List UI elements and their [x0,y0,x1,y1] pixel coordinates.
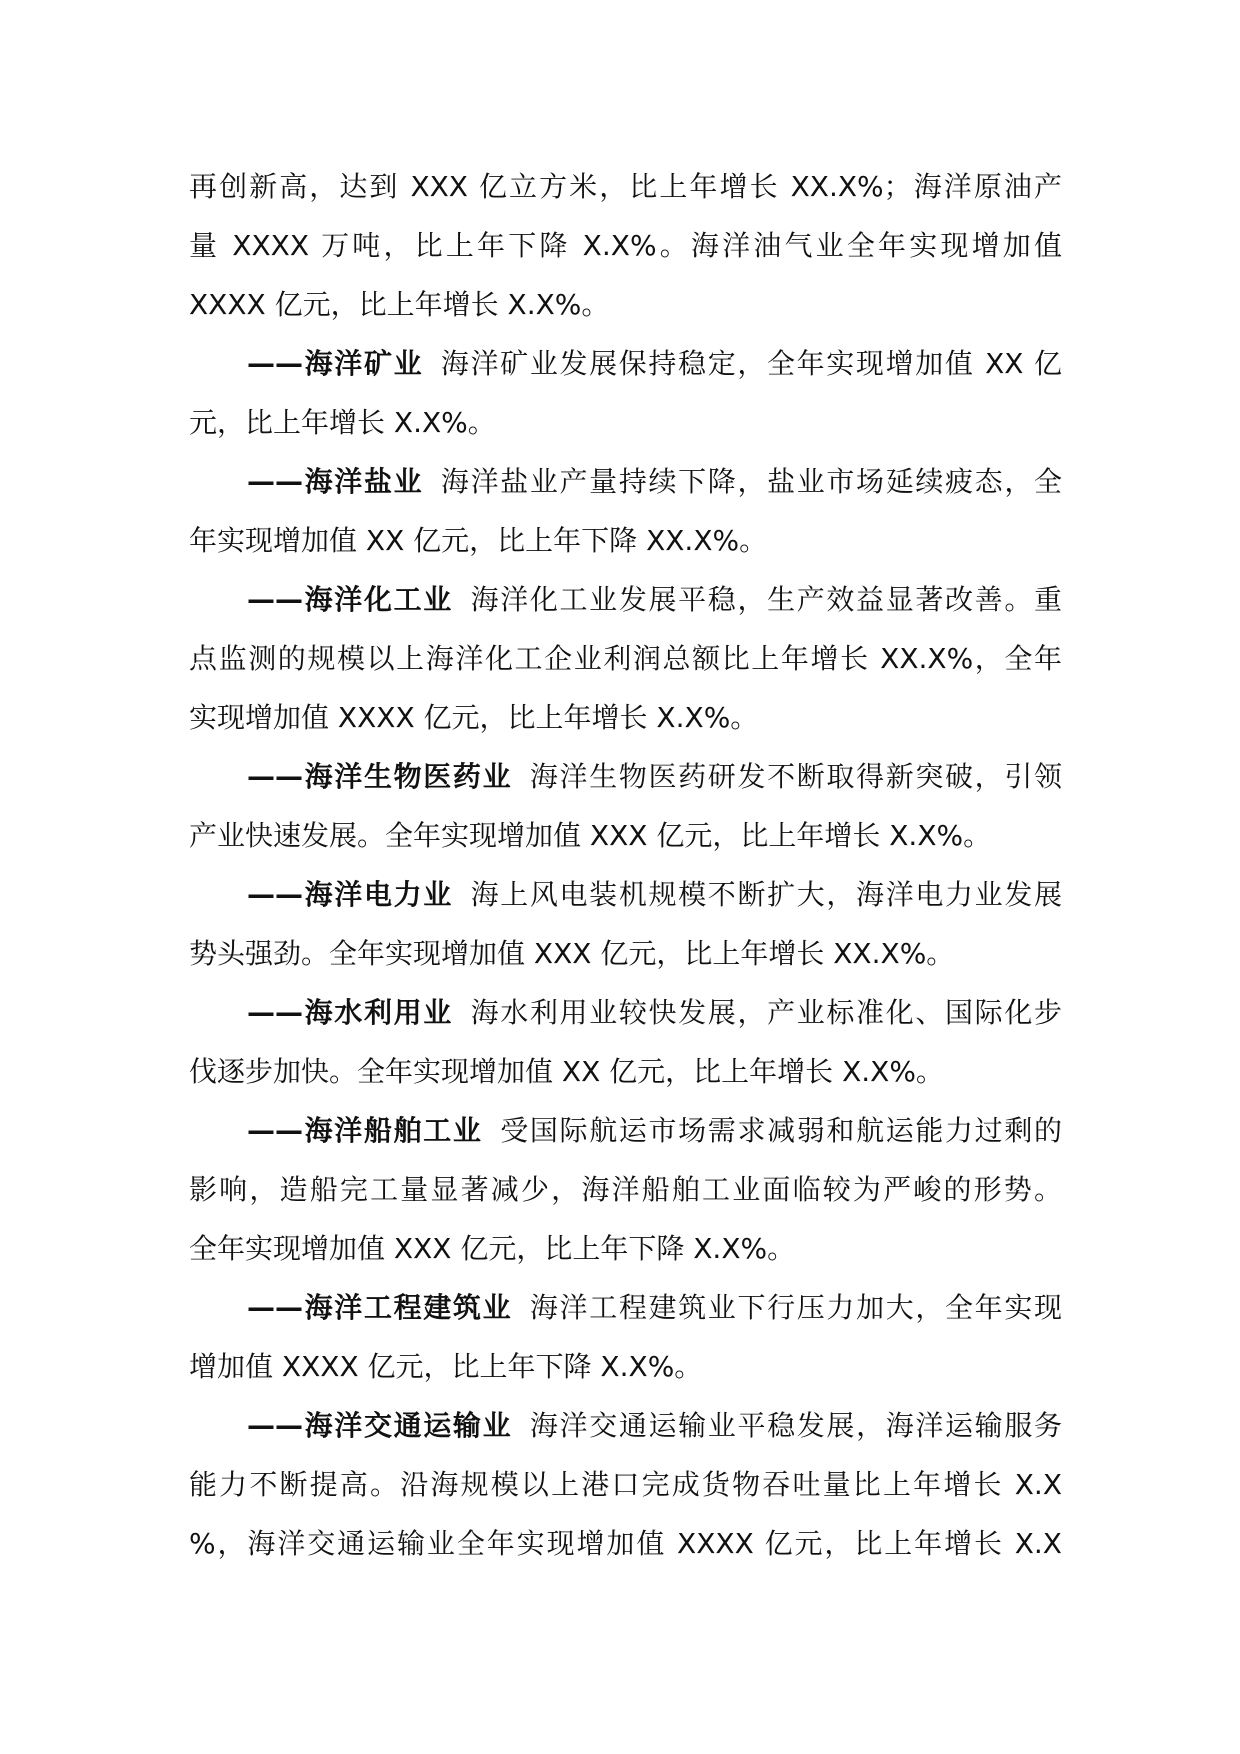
section-heading: ——海洋生物医药业 [247,760,513,793]
text-line: 实现增加值 XXXX 亿元，比上年增长 X.X%。 [189,701,759,734]
text-line [189,1278,1062,1337]
text-line: 产业快速发展。全年实现增加值 XXX 亿元，比上年增长 X.X%。 [189,819,992,852]
paragraph-marine-shipbuilding [189,1101,1062,1278]
line-text: 海洋工程建筑业下行压力加大，全年实现 [528,1291,1062,1324]
line-text: 海上风电装机规模不断扩大，海洋电力业发展 [468,878,1062,911]
text-line [189,1101,1062,1160]
text-line [189,334,1062,393]
line-text: 海洋生物医药研发不断取得新突破，引领 [528,760,1062,793]
line-text: 海洋交通运输业平稳发展，海洋运输服务 [528,1409,1062,1442]
section-heading: ——海洋电力业 [247,878,453,911]
text-line: 再创新高，达到 XXX 亿立方米，比上年增长 XX.X%；海洋原油产 [189,170,1062,203]
text-line [189,747,1062,806]
line-text: 受国际航运市场需求减弱和航运能力过剩的 [498,1114,1062,1147]
text-line: %，海洋交通运输业全年实现增加值 XXXX 亿元，比上年增长 X.X [189,1527,1062,1560]
paragraph-marine-biomedicine [189,747,1062,865]
text-line [189,1396,1062,1455]
text-line [189,570,1062,629]
text-line [189,983,1062,1042]
text-line: 年实现增加值 XX 亿元，比上年下降 XX.X%。 [189,524,768,557]
text-line: 势头强劲。全年实现增加值 XXX 亿元，比上年增长 XX.X%。 [189,937,955,970]
paragraph-marine-salt [189,452,1062,570]
section-heading: ——海洋船舶工业 [247,1114,483,1147]
paragraph-continuation [189,157,1062,334]
section-heading: ——海洋交通运输业 [247,1409,513,1442]
paragraph-marine-engineering [189,1278,1062,1396]
text-line: 量 XXXX 万吨，比上年下降 X.X%。海洋油气业全年实现增加值 [189,229,1062,262]
section-heading: ——海洋化工业 [247,583,453,616]
section-heading: ——海洋工程建筑业 [247,1291,513,1324]
text-line: 能力不断提高。沿海规模以上港口完成货物吞吐量比上年增长 X.X [189,1468,1062,1501]
section-heading: ——海洋矿业 [247,347,424,380]
paragraph-marine-transport [189,1396,1062,1573]
text-line: 伐逐步加快。全年实现增加值 XX 亿元，比上年增长 X.X%。 [189,1055,944,1088]
text-line: 元，比上年增长 X.X%。 [189,406,496,439]
section-heading: ——海水利用业 [247,996,453,1029]
line-text: 海洋矿业发展保持稳定，全年实现增加值 XX 亿 [439,347,1062,380]
paragraph-marine-chemical [189,570,1062,747]
line-text: 海洋盐业产量持续下降，盐业市场延续疲态，全 [439,465,1062,498]
text-line: 点监测的规模以上海洋化工企业利润总额比上年增长 XX.X%，全年 [189,642,1062,675]
line-text: 海水利用业较快发展，产业标准化、国际化步 [468,996,1062,1029]
text-line: XXXX 亿元，比上年增长 X.X%。 [189,288,610,321]
body-text [189,157,1062,1573]
line-text: 海洋化工业发展平稳，生产效益显著改善。重 [468,583,1062,616]
section-heading: ——海洋盐业 [247,465,424,498]
text-line [189,865,1062,924]
paragraph-marine-mining [189,334,1062,452]
text-line: 增加值 XXXX 亿元，比上年下降 X.X%。 [189,1350,703,1383]
paragraph-marine-power [189,865,1062,983]
text-line [189,452,1062,511]
text-line: 影响，造船完工量显著减少，海洋船舶工业面临较为严峻的形势。 [189,1173,1062,1206]
paragraph-seawater-utilization [189,983,1062,1101]
text-line: 全年实现增加值 XXX 亿元，比上年下降 X.X%。 [189,1232,796,1265]
